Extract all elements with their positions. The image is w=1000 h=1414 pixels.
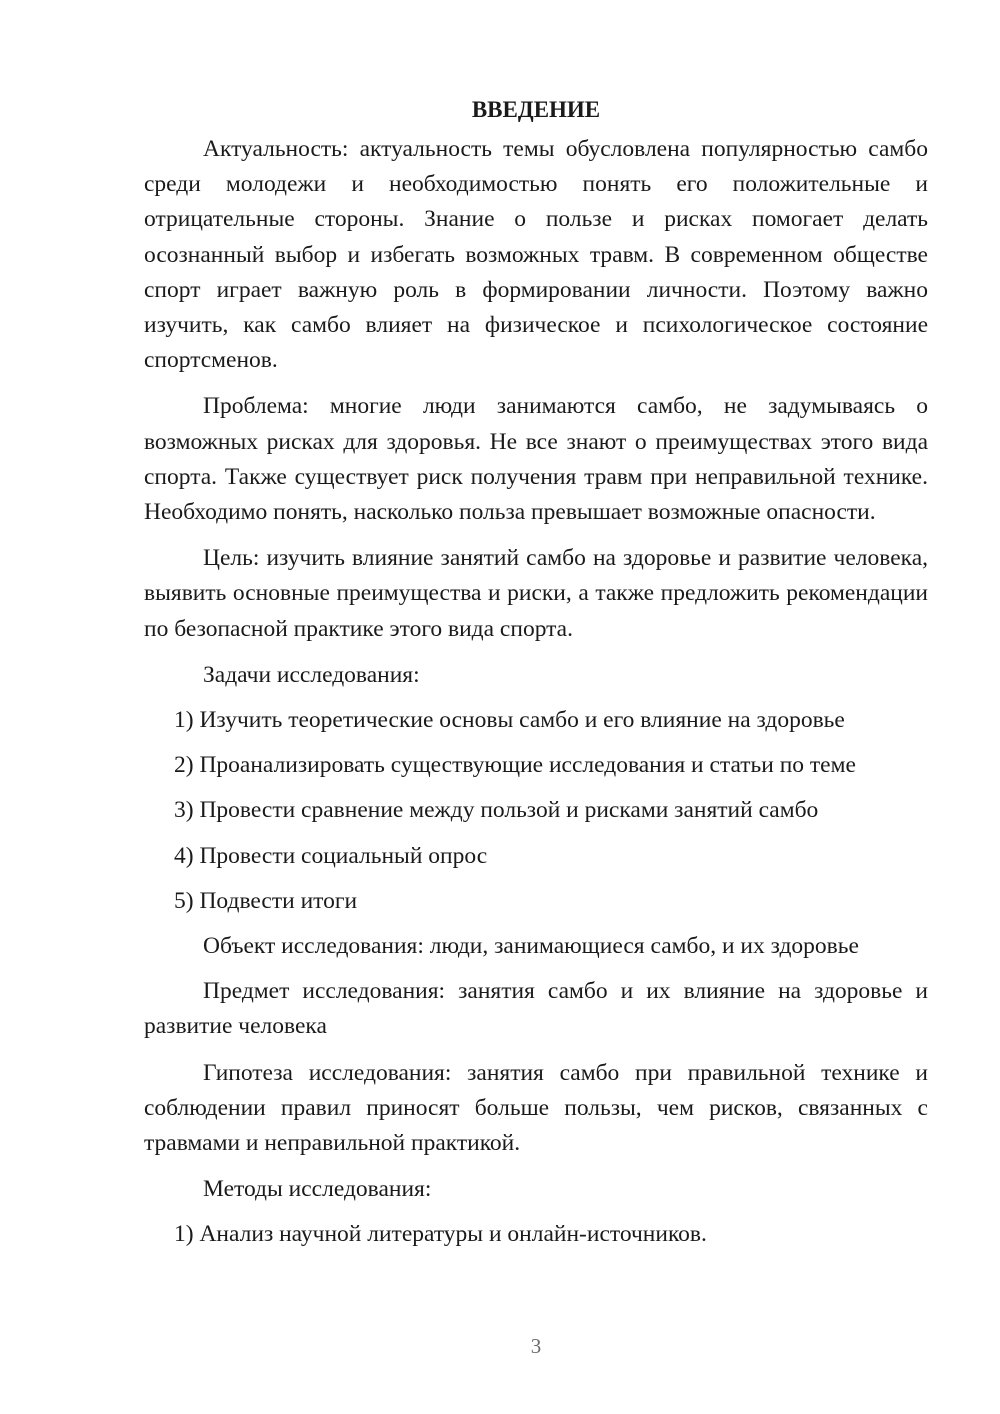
task-item-5: 5) Подвести итоги <box>174 887 358 914</box>
document-page <box>144 92 928 1263</box>
section-title: ВВЕДЕНИЕ <box>471 97 601 122</box>
relevance-paragraph: Актуальность: актуальность темы обусловлена популярностью самбо среди молодежи и необходимостью понять его положительные и отрицательные стороны. Знание о пользе и рисках помогает делать осознанный выбор и избегать возможных травм. В современном обществе спорт играет важную роль в формировании личности. Поэтому важно изучить, как самбо влияет на физическое и психологическое состояние спортсменов. <box>144 136 928 374</box>
subject-paragraph: Предмет исследования: занятия самбо и их влияние на здоровье и развитие человека <box>144 978 928 1040</box>
problem-paragraph: Проблема: многие люди занимаются самбо, не задумываясь о возможных рисках для здоровья. Не все знают о преимуществах этого вида спорта. Также существует риск получения травм при неправильной технике. Необходимо понять, насколько польза превышает возможные опасности. <box>144 393 928 526</box>
page-number: 3 <box>530 1334 542 1358</box>
task-item-4: 4) Провести социальный опрос <box>174 842 488 869</box>
method-item-1: 1) Анализ научной литературы и онлайн-источников. <box>174 1221 707 1248</box>
tasks-heading: Задачи исследования: <box>203 661 420 688</box>
goal-paragraph: Цель: изучить влияние занятий самбо на здоровье и развитие человека, выявить основные преимущества и риски, а также предложить рекомендации по безопасной практике этого вида спорта. <box>144 545 928 642</box>
object-line: Объект исследования: люди, занимающиеся самбо, и их здоровье <box>203 933 859 960</box>
task-item-1: 1) Изучить теоретические основы самбо и его влияние на здоровье <box>174 707 845 734</box>
methods-heading: Методы исследования: <box>203 1176 432 1203</box>
task-item-3: 3) Провести сравнение между пользой и рисками занятий самбо <box>174 797 819 824</box>
task-item-2: 2) Проанализировать существующие исследования и статьи по теме <box>174 752 856 779</box>
hypothesis-paragraph: Гипотеза исследования: занятия самбо при правильной технике и соблюдении правил приносят больше пользы, чем рисков, связанных с травмами и неправильной практикой. <box>144 1059 928 1157</box>
